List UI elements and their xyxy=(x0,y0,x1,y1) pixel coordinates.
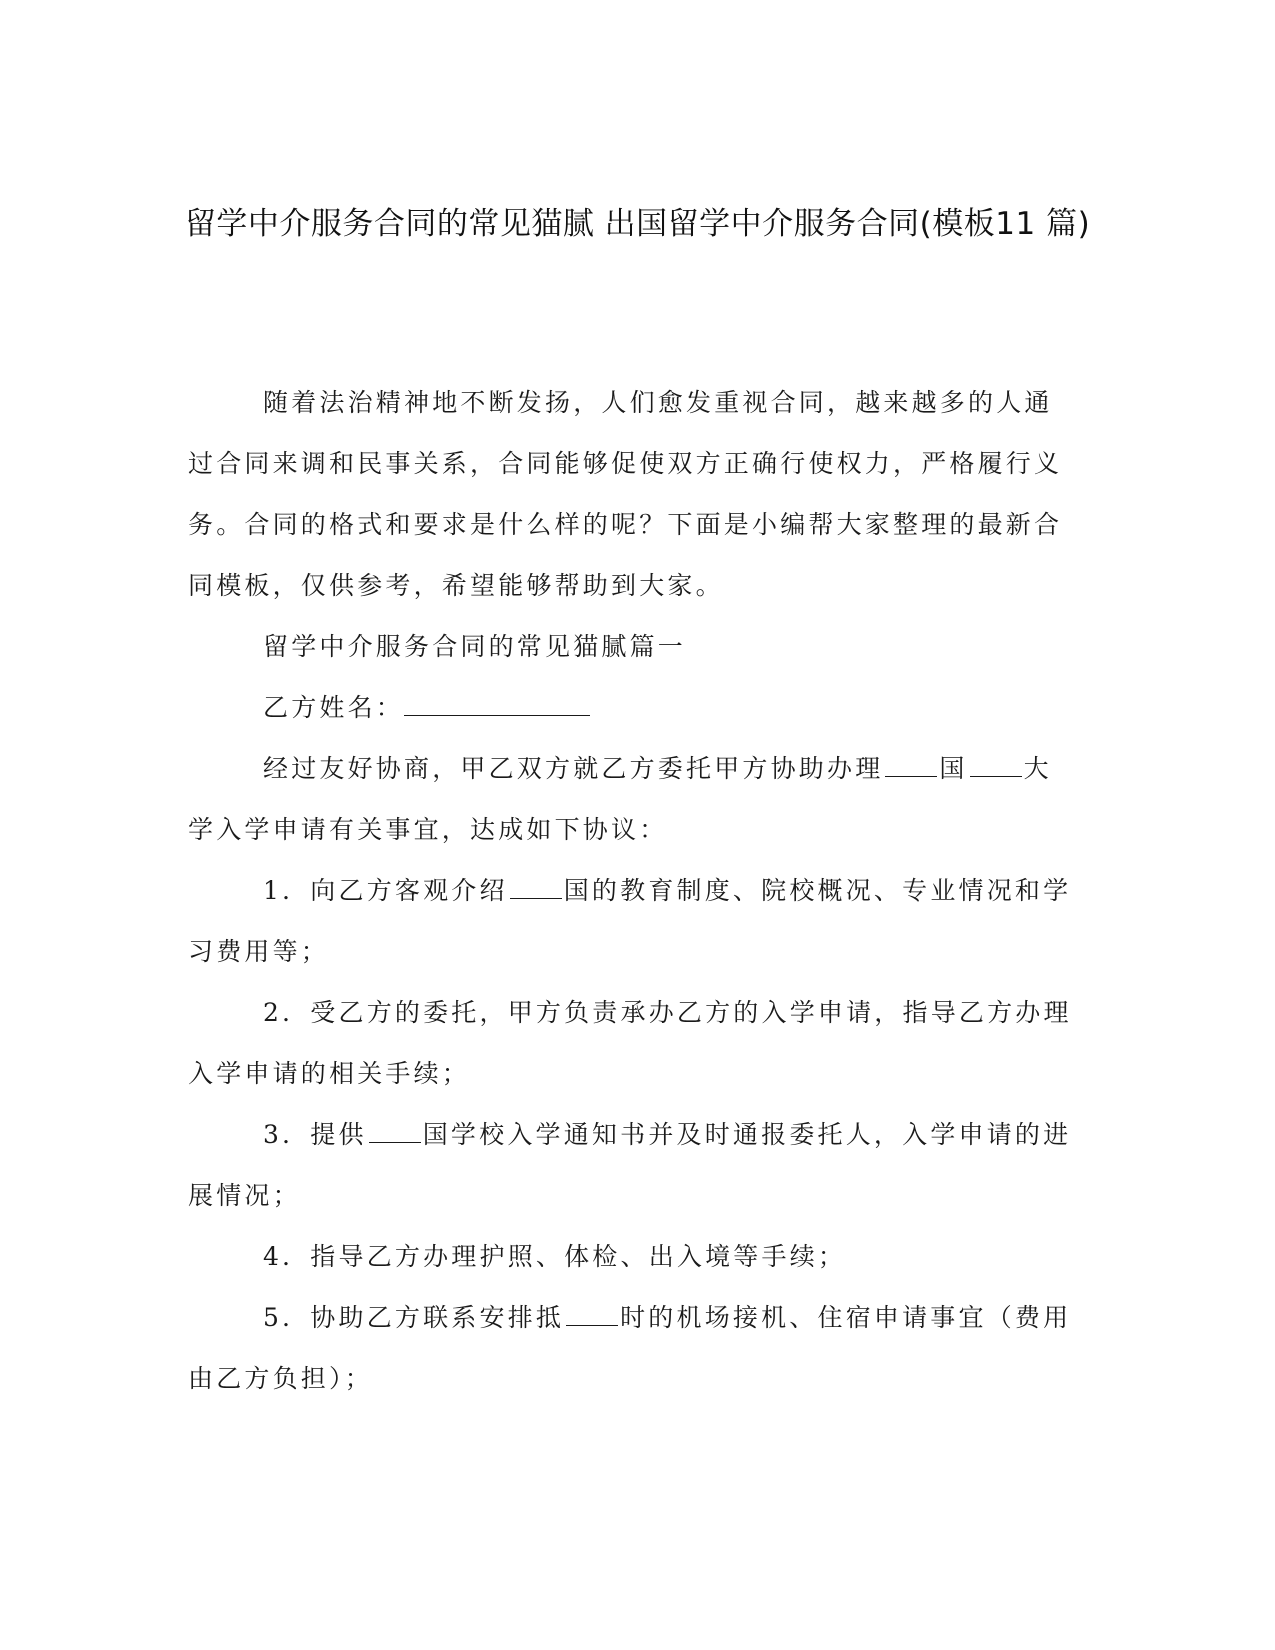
agreement-paragraph xyxy=(188,738,1073,860)
party-b-name-line xyxy=(188,677,1073,738)
clause-item-2: 2．受乙方的委托，甲方负责承办乙方的入学申请，指导乙方办理入学申请的相关手续； xyxy=(188,998,1072,1088)
university-blank xyxy=(970,754,1022,777)
clause-3-text-b: 国学校入学通知书并及时通报委托人，入学申请的进展情况； xyxy=(188,1120,1072,1210)
section-heading: 留学中介服务合同的常见猫腻篇一 xyxy=(263,632,687,661)
document-title: 留学中介服务合同的常见猫腻 出国留学中介服务合同(模板11 篇) xyxy=(184,206,1091,242)
party-b-label: 乙方姓名： xyxy=(263,693,405,722)
clause-3-blank xyxy=(369,1120,421,1143)
clause-5-text-b: 时的机场接机、住宿申请事宜（费用由乙方负担）； xyxy=(188,1303,1072,1393)
agreement-text-1: 经过友好协商，甲乙双方就乙方委托甲方协助办理 xyxy=(263,754,884,783)
document-body xyxy=(188,372,1073,1409)
country-blank xyxy=(885,754,937,777)
clause-item-1 xyxy=(188,860,1073,982)
agreement-text-3: 大学入学申请有关事宜，达成如下协议： xyxy=(188,754,1052,844)
clause-5-text-a: 5．协助乙方联系安排抵 xyxy=(263,1303,565,1332)
clause-item-5 xyxy=(188,1287,1073,1409)
clause-item-4: 4．指导乙方办理护照、体检、出入境等手续； xyxy=(263,1242,847,1271)
clause-1-text-b: 国的教育制度、院校概况、专业情况和学习费用等； xyxy=(188,876,1072,966)
clause-1-text-a: 1．向乙方客观介绍 xyxy=(263,876,508,905)
clause-item-3 xyxy=(188,1104,1073,1226)
party-b-name-blank xyxy=(404,693,590,716)
clause-5-blank xyxy=(566,1303,618,1326)
clause-1-blank xyxy=(510,876,562,899)
intro-paragraph: 随着法治精神地不断发扬，人们愈发重视合同，越来越多的人通过合同来调和民事关系，合同能够促使双方正确行使权力，严格履行义务。合同的格式和要求是什么样的呢？下面是小编帮大家整理的最新合同模板，仅供参考，希望能够帮助到大家。 xyxy=(188,388,1063,600)
clause-3-text-a: 3．提供 xyxy=(263,1120,367,1149)
agreement-text-2: 国 xyxy=(939,754,968,783)
